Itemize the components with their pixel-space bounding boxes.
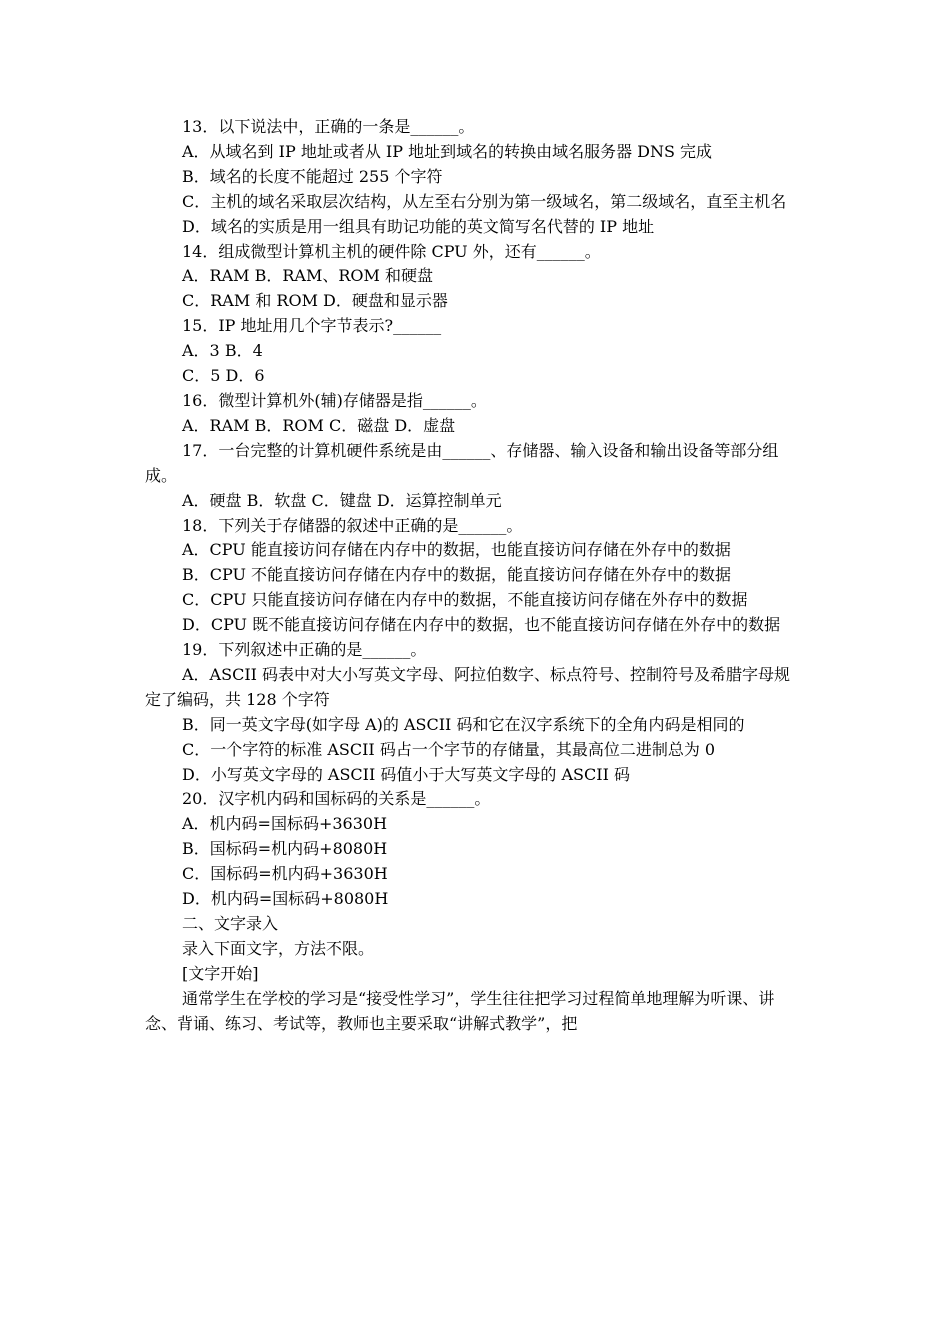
- question-18-stem: 18．下列关于存储器的叙述中正确的是______。: [182, 515, 523, 535]
- document-page: [145, 115, 805, 1037]
- question-20-option-a: A．机内码=国标码+3630H: [182, 814, 388, 834]
- question-16-options: A．RAM B．ROM C．磁盘 D．虚盘: [182, 415, 456, 435]
- question-20-option-d: D．机内码=国标码+8080H: [182, 889, 389, 909]
- question-16-stem: 16．微型计算机外(辅)存储器是指______。: [182, 390, 487, 410]
- question-14-stem: 14．组成微型计算机主机的硬件除 CPU 外，还有______。: [182, 241, 601, 261]
- text-entry-instruction: 录入下面文字，方法不限。: [182, 938, 375, 958]
- question-19-option-c: C．一个字符的标准 ASCII 码占一个字节的存储量，其最高位二进制总为 0: [182, 739, 716, 759]
- question-13-option-a: A．从域名到 IP 地址或者从 IP 地址到域名的转换由域名服务器 DNS 完成: [182, 141, 713, 161]
- question-14-options-cd: C．RAM 和 ROM D．硬盘和显示器: [182, 291, 448, 311]
- question-18-option-c: C．CPU 只能直接访问存储在内存中的数据，不能直接访问存储在外存中的数据: [182, 590, 748, 610]
- question-19-stem: 19．下列叙述中正确的是______。: [182, 640, 427, 660]
- question-15-options-cd: C．5 D．6: [182, 366, 265, 386]
- question-13-option-d: D．域名的实质是用一组具有助记功能的英文简写名代替的 IP 地址: [182, 216, 655, 236]
- question-15-options-ab: A．3 B．4: [182, 341, 263, 361]
- question-19-option-b: B．同一英文字母(如字母 A)的 ASCII 码和它在汉字系统下的全角内码是相同的: [182, 714, 745, 734]
- question-20-option-b: B．国标码=机内码+8080H: [182, 839, 388, 859]
- text-entry-body: 通常学生在学校的学习是“接受性学习”，学生往往把学习过程简单地理解为听课、讲念、背诵、练习、考试等，教师也主要采取“讲解式教学”，把: [145, 988, 775, 1033]
- question-18-option-b: B．CPU 不能直接访问存储在内存中的数据，能直接访问存储在外存中的数据: [182, 565, 732, 585]
- question-20-stem: 20．汉字机内码和国标码的关系是______。: [182, 789, 491, 809]
- section-heading-text-entry: 二、文字录入: [182, 914, 279, 933]
- question-19-option-d: D．小写英文字母的 ASCII 码值小于大写英文字母的 ASCII 码: [182, 764, 630, 784]
- question-19-option-a: A．ASCII 码表中对大小写英文字母、阿拉伯数字、标点符号、控制符号及希腊字母规定了编码，共 128 个字符: [145, 664, 791, 709]
- question-18-option-d: D．CPU 既不能直接访问存储在内存中的数据，也不能直接访问存储在外存中的数据: [182, 615, 781, 635]
- question-17-options: A．硬盘 B．软盘 C．键盘 D．运算控制单元: [182, 490, 502, 510]
- question-13-option-b: B．域名的长度不能超过 255 个字符: [182, 166, 443, 186]
- question-13-stem: 13．以下说法中，正确的一条是______。: [182, 117, 475, 136]
- question-13-option-c: C．主机的域名采取层次结构，从左至右分别为第一级域名，第二级域名，直至主机名: [182, 191, 787, 211]
- question-14-options-ab: A．RAM B．RAM、ROM 和硬盘: [182, 266, 434, 286]
- question-17-stem: 17．一台完整的计算机硬件系统是由______、存储器、输入设备和输出设备等部分组成。: [145, 440, 779, 485]
- question-20-option-c: C．国标码=机内码+3630H: [182, 864, 388, 884]
- question-15-stem: 15．IP 地址用几个字节表示?______: [182, 316, 442, 336]
- question-18-option-a: A．CPU 能直接访问存储在内存中的数据，也能直接访问存储在外存中的数据: [182, 540, 731, 560]
- text-start-marker: [文字开始]: [182, 963, 259, 983]
